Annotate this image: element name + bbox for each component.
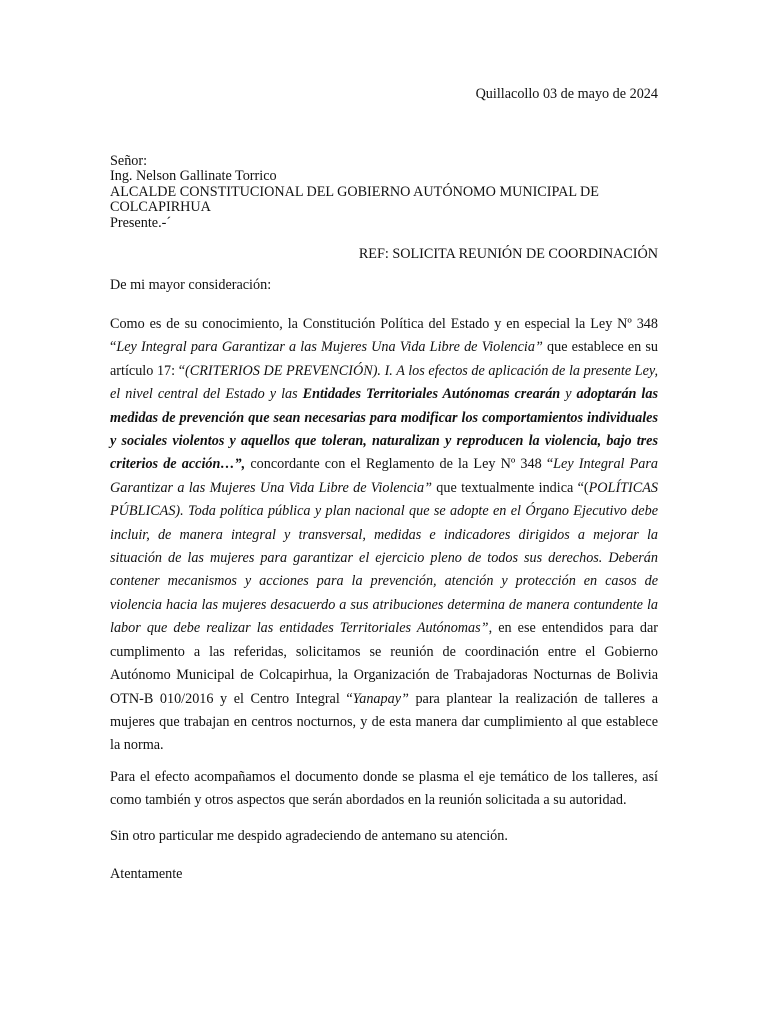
body-text: que establece en su artículo 17: “ [110,339,658,379]
paragraph-attachments: Para el efecto acompañamos el documento donde se plasma el eje temático de los talleres, así como también y otros aspectos que serán abordados en la reunión solicitada a su autoridad. [110,769,658,809]
body-text: que textualmente indica “( [432,479,589,496]
paragraph-farewell: Sin otro particular me despido agradeciendo de antemano su atención. [110,828,508,844]
body-text: concordante con el Reglamento de la Ley Nº 348 “ [245,456,554,473]
center-name-italic: Yanapay” [352,690,409,707]
body-paragraph [110,313,658,758]
body-text: Como es de su conocimiento, la Constitución Política del Estado y en especial la Ley Nº 348 “ [110,316,658,356]
recipient-name: Ing. Nelson Gallinate Torrico [110,168,277,185]
policy-quote-italic: POLÍTICAS PÚBLICAS). Toda política pública y plan nacional que se adopte en el Órgano Ejecutivo debe incluir, de manera integral y transversal, medidas e indicadores dirigidos a mejorar la situación de las mujeres para garantizar el ejercicio pleno de todos sus derechos. Deberán contener mecanismos y acciones para la prevención, atención y protección en casos de violencia hacia las mujeres desacuerdo a sus atribuciones determina de manera contundente la labor que debe realizar las entidades Territoriales Autónomas” [110,479,659,637]
body-text: , en ese entendidos para dar cumplimento a las referidas, solicitamos se reunión de coordinación entre el Gobierno Autónomo Municipal de Colcapirhua, la Organización de Trabajadoras Nocturnas de Bolivia OTN-B 010/2016 y el Centro Integral “ [110,620,658,707]
recipient-block [110,154,670,231]
body-text: para plantear la realización de talleres a mujeres que trabajan en centros nocturnos, y de esta manera dar cumplimiento al que establece la norma. [110,690,658,754]
article-quote-bold-italic: Entidades Territoriales Autónomas crearán [302,386,561,403]
recipient-title-line2: COLCAPIRHUA [110,199,211,216]
recipient-title-line1: ALCALDE CONSTITUCIONAL DEL GOBIERNO AUTÓNOMO MUNICIPAL DE [110,183,599,200]
law-title-italic: Ley Integral Para Garantizar a las Mujeres Una Vida Libre de Violencia” [110,456,658,496]
article-quote-italic: (CRITERIOS DE PREVENCIÓN). I. A los efectos de aplicación de la presente Ley, el nivel central del Estado y las [110,362,658,403]
greeting: De mi mayor consideración: [110,277,272,293]
article-quote-bold-italic: adoptarán las medidas de prevención que sean necesarias para modificar los comportamientos individuales y sociales violentos y aquellos que toleran, naturalizan y reproducen la violencia, bajo tres criterios de acción…”, [110,386,658,473]
reference-line: REF: SOLICITA REUNIÓN DE COORDINACIÓN [358,246,658,262]
recipient-presente: Presente.-´ [110,214,172,231]
closing: Atentamente [110,866,183,882]
law-title-italic: Ley Integral para Garantizar a las Mujeres Una Vida Libre de Violencia” [116,339,543,356]
date-line: Quillacollo 03 de mayo de 2024 [475,86,658,102]
article-quote-italic: y [560,386,577,403]
recipient-salutation: Señor: [110,153,148,169]
